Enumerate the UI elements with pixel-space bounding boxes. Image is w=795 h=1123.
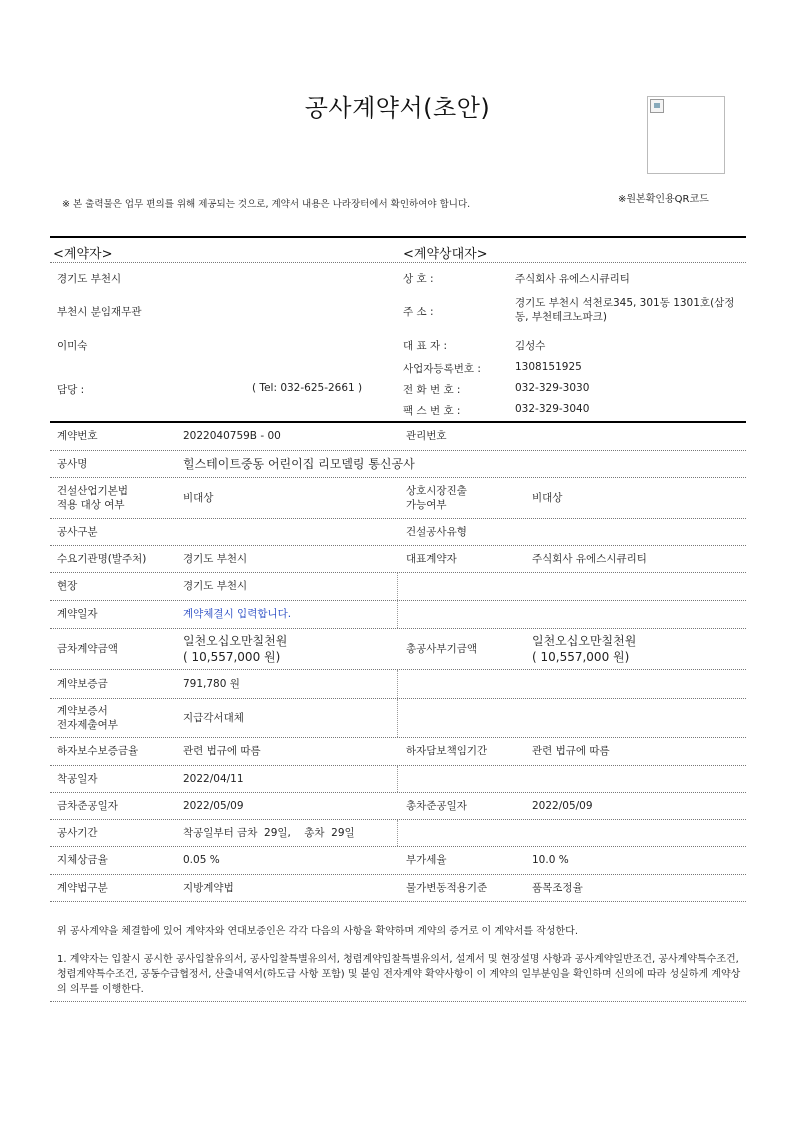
table-row xyxy=(50,699,746,738)
obligation-paragraph: 1. 계약자는 입찰시 공시한 공사입찰유의서, 공사입찰특별유의서, 청렴계약입찰특별유의서, 설계서 및 현장설명 사항과 공사계약일반조건, 공사계약특수조건, 청렴계약특수조건, 공동수급협정서, 산출내역서(하도급 사항 포함) 및 붙임 전자계약 확약사항이 이 계약의 일부분임을 확인하며 신의에 따라 성실하게 계약상의 의무를 이행한다. xyxy=(57,954,741,995)
row-value: 경기도 부천시 xyxy=(183,580,248,593)
work-name-value: 힐스테이트중동 어린이집 리모델링 통신공사 xyxy=(183,456,415,471)
contractor-heading: <계약자> xyxy=(53,247,113,262)
section-divider xyxy=(50,262,746,263)
column-divider xyxy=(397,573,398,600)
contractor-line3: 이미숙 xyxy=(57,340,88,352)
row-label xyxy=(57,478,128,518)
column-divider xyxy=(397,601,398,628)
column-divider xyxy=(397,766,398,792)
cp-value-bizno: 1308151925 xyxy=(515,361,582,373)
row-value: 비대상 xyxy=(532,491,563,504)
row-label xyxy=(57,699,118,737)
cp-value-address: 경기도 부천시 석천로345, 301동 1301호(삼정동, 부천테크노파크) xyxy=(515,297,735,324)
row-value: 착공일부터 금차 29일, 총차 29일 xyxy=(183,826,355,839)
row-label: 부가세율 xyxy=(406,854,447,867)
row-label: 계약법구분 xyxy=(57,881,108,894)
qr-caption: ※원본확인용QR코드 xyxy=(618,194,709,205)
table-row xyxy=(50,546,746,573)
row-value: 0.05 % xyxy=(183,854,220,867)
row-label: 하자담보책임기간 xyxy=(406,745,488,758)
table-row xyxy=(50,451,746,478)
table-row xyxy=(50,766,746,793)
row-label-line: 가능여부 xyxy=(406,499,447,511)
row-label xyxy=(406,478,467,518)
table-row xyxy=(50,629,746,670)
row-label: 물가변동적용기준 xyxy=(406,881,488,894)
cp-label-phone: 전 화 번 호 : xyxy=(403,384,461,396)
table-row xyxy=(50,670,746,699)
row-label: 공사구분 xyxy=(57,525,98,538)
cp-value-phone: 032-329-3030 xyxy=(515,382,590,394)
table-row xyxy=(50,875,746,902)
row-value: 2022/05/09 xyxy=(532,799,593,812)
amount-words: 일천오십오만칠천원 xyxy=(183,633,288,648)
amount-value xyxy=(183,629,287,669)
row-label: 계약일자 xyxy=(57,608,98,621)
counterparty-heading: <계약상대자> xyxy=(403,247,488,262)
row-value: 관련 법규에 따름 xyxy=(532,745,610,758)
row-label: 지체상금율 xyxy=(57,854,108,867)
table-row xyxy=(50,519,746,546)
contract-date-value: 계약체결시 입력합니다. xyxy=(183,608,292,621)
row-label: 관리번호 xyxy=(406,430,447,443)
row-value: 2022/05/09 xyxy=(183,799,244,812)
row-label: 수요기관명(발주처) xyxy=(57,552,147,565)
row-value: 지방계약법 xyxy=(183,881,234,894)
contractor-line2: 부천시 분임재무관 xyxy=(57,306,142,318)
row-label-line: 전자제출여부 xyxy=(57,719,118,731)
bottom-divider xyxy=(50,1001,746,1002)
table-row xyxy=(50,847,746,875)
table-row xyxy=(50,793,746,820)
row-label: 대표계약자 xyxy=(406,552,457,565)
table-row xyxy=(50,738,746,766)
contractor-tel: ( Tel: 032-625-2661 ) xyxy=(252,382,363,394)
row-label-line: 건설산업기본법 xyxy=(57,484,129,497)
cp-label-name: 상 호 : xyxy=(403,273,434,285)
row-label: 계약번호 xyxy=(57,430,98,443)
cp-label-ceo: 대 표 자 : xyxy=(403,340,447,352)
cp-label-address: 주 소 : xyxy=(403,306,434,318)
row-value: 2022040759B - 00 xyxy=(183,430,281,443)
qr-code-image xyxy=(647,96,725,174)
cp-value-fax: 032-329-3040 xyxy=(515,403,590,415)
row-value: 지급각서대체 xyxy=(183,711,244,724)
row-label: 하자보수보증금율 xyxy=(57,745,139,758)
row-value: 품목조정율 xyxy=(532,881,583,894)
agreement-paragraph: 위 공사계약을 체결함에 있어 계약자와 연대보증인은 각각 다음의 사항을 확약하며 계약의 증거로 이 계약서를 작성한다. xyxy=(57,926,579,937)
row-label-line: 적용 대상 여부 xyxy=(57,499,125,511)
row-value: 경기도 부천시 xyxy=(183,552,248,565)
notice-text: ※ 본 출력물은 업무 편의를 위해 제공되는 것으로, 계약서 내용은 나라장터에서 확인하여야 합니다. xyxy=(62,199,471,210)
row-label: 금차준공일자 xyxy=(57,799,118,812)
table-row xyxy=(50,820,746,847)
row-value: 10.0 % xyxy=(532,854,569,867)
column-divider xyxy=(397,820,398,846)
row-value: 관련 법규에 따름 xyxy=(183,745,261,758)
table-row xyxy=(50,573,746,601)
row-label: 현장 xyxy=(57,580,78,593)
row-label: 착공일자 xyxy=(57,772,98,785)
row-value: 791,780 원 xyxy=(183,677,240,690)
row-label-line: 계약보증서 xyxy=(57,704,108,717)
total-amount-words: 일천오십오만칠천원 xyxy=(532,633,637,648)
document-title: 공사계약서(초안) xyxy=(304,94,491,122)
amount-number: ( 10,557,000 원) xyxy=(183,650,281,664)
cp-value-ceo: 김성수 xyxy=(515,340,546,352)
cp-label-fax: 팩 스 번 호 : xyxy=(403,405,461,417)
row-label: 건설공사유형 xyxy=(406,525,467,538)
contractor-line1: 경기도 부천시 xyxy=(57,273,122,285)
total-amount-value xyxy=(532,629,636,669)
table-row xyxy=(50,478,746,519)
row-label: 총차준공일자 xyxy=(406,799,467,812)
row-label: 총공사부기금액 xyxy=(406,642,478,655)
row-label-line: 상호시장진출 xyxy=(406,484,467,497)
divider-top xyxy=(50,236,746,238)
broken-image-icon xyxy=(650,99,664,113)
cp-label-bizno: 사업자등록번호 : xyxy=(403,363,481,375)
total-amount-number: ( 10,557,000 원) xyxy=(532,650,630,664)
row-label: 공사명 xyxy=(57,457,88,470)
column-divider xyxy=(397,670,398,698)
row-value: 주식회사 유에스시큐리티 xyxy=(532,552,647,565)
table-row xyxy=(50,423,746,451)
table-row xyxy=(50,601,746,629)
row-label: 공사기간 xyxy=(57,826,98,839)
row-value: 2022/04/11 xyxy=(183,772,244,785)
cp-value-name: 주식회사 유에스시큐리티 xyxy=(515,273,630,285)
column-divider xyxy=(397,699,398,737)
contractor-manager-label: 담당 : xyxy=(57,384,85,396)
row-label: 계약보증금 xyxy=(57,677,108,690)
row-value: 비대상 xyxy=(183,491,214,504)
row-label: 금차계약금액 xyxy=(57,642,118,655)
